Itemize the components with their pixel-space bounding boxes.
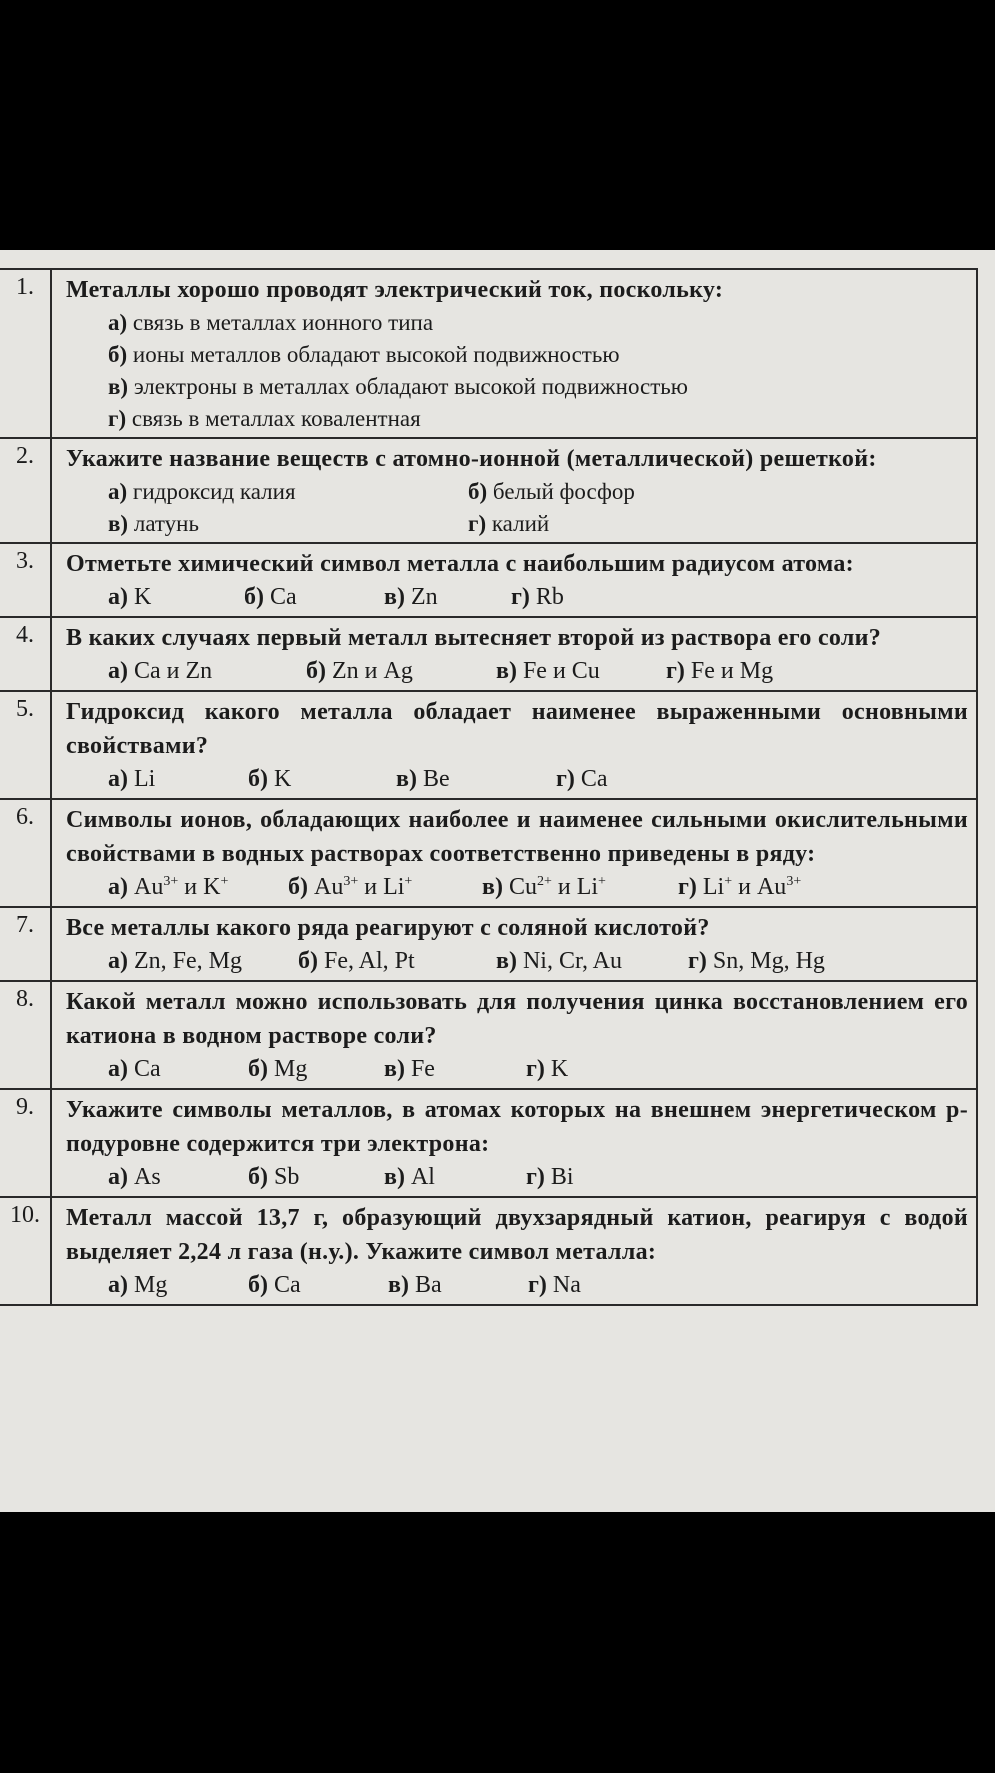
question-body	[54, 692, 978, 798]
question-row-1	[0, 268, 978, 439]
answer-option[interactable]: б) K	[248, 766, 292, 792]
answer-option[interactable]: в) Fe	[384, 1056, 435, 1082]
answer-option[interactable]: б) белый фосфор	[468, 479, 635, 504]
answer-option[interactable]: г) связь в металлах ковалентная	[108, 406, 421, 431]
question-number: 6.	[0, 800, 52, 906]
answer-option[interactable]: б) Ca	[248, 1272, 301, 1298]
question-row-5	[0, 692, 978, 800]
answer-option[interactable]: а) Ca и Zn	[108, 658, 213, 684]
question-text: В каких случаях первый металл вытесняет второй из раствора его соли?	[66, 625, 882, 651]
question-row-10	[0, 1198, 978, 1306]
answer-option[interactable]: в) Ba	[388, 1272, 442, 1298]
question-number: 2.	[0, 439, 52, 542]
answer-option[interactable]: в) Al	[384, 1164, 435, 1190]
answer-option[interactable]: в) $Cu^{2+}$ и Li+	[482, 874, 606, 900]
question-number: 1.	[0, 270, 52, 437]
answer-option[interactable]: а) гидроксид калия	[108, 479, 296, 504]
question-body	[54, 544, 978, 616]
answer-option[interactable]: б) Fe, Al, Pt	[298, 948, 415, 974]
question-row-3	[0, 544, 978, 618]
answer-option[interactable]: в) Zn	[384, 584, 438, 610]
question-text: Укажите символы металлов, в атомах которых на внешнем энергетическом р-подуровне содержится три электрона:	[66, 1097, 968, 1157]
answer-options	[66, 581, 968, 614]
answer-option[interactable]: г) Rb	[511, 584, 564, 610]
answer-options	[66, 655, 968, 688]
question-text: Гидроксид какого металла обладает наименее выраженными основными свойствами?	[66, 699, 968, 759]
question-text: Все металлы какого ряда реагируют с соляной кислотой?	[66, 915, 710, 941]
answer-option[interactable]: б) Sb	[248, 1164, 300, 1190]
answer-options	[66, 763, 968, 796]
answer-option[interactable]: г) Na	[528, 1272, 581, 1298]
question-body	[54, 270, 978, 437]
answer-option[interactable]: а) Li	[108, 766, 156, 792]
question-number: 4.	[0, 618, 52, 690]
question-row-4	[0, 618, 978, 692]
question-number: 5.	[0, 692, 52, 798]
answer-option[interactable]: г) Bi	[526, 1164, 574, 1190]
answer-options	[66, 476, 968, 540]
answer-option[interactable]: б) ионы металлов обладают высокой подвижностью	[108, 342, 620, 367]
answer-option[interactable]: в) Fe и Cu	[496, 658, 600, 684]
answer-option[interactable]: б) Ca	[244, 584, 297, 610]
answer-options	[66, 1161, 968, 1194]
answer-option[interactable]: а) связь в металлах ионного типа	[108, 310, 434, 335]
question-row-9	[0, 1090, 978, 1198]
answer-option[interactable]: в) Be	[396, 766, 450, 792]
question-row-7	[0, 908, 978, 982]
question-body	[54, 1198, 978, 1304]
answer-options	[66, 945, 968, 978]
answer-option[interactable]: а) $Au^{3+}$ и K+	[108, 874, 229, 900]
answer-options	[66, 1053, 968, 1086]
answer-option[interactable]: в) Ni, Cr, Au	[496, 948, 622, 974]
question-text: Какой металл можно использовать для получения цинка восстановлением его катиона в водном растворе соли?	[66, 989, 968, 1049]
answer-option[interactable]: а) Mg	[108, 1272, 168, 1298]
question-body	[54, 908, 978, 980]
answer-option[interactable]: г) калий	[468, 511, 550, 536]
worksheet-page	[0, 250, 995, 1512]
answer-option[interactable]: г) Fe и Mg	[666, 658, 774, 684]
question-row-6	[0, 800, 978, 908]
question-number: 3.	[0, 544, 52, 616]
answer-option[interactable]: г) Ca	[556, 766, 608, 792]
answer-option[interactable]: б) $Au^{3+}$ и Li+	[288, 874, 413, 900]
answer-option[interactable]: а) Zn, Fe, Mg	[108, 948, 242, 974]
answer-option[interactable]: а) Ca	[108, 1056, 161, 1082]
question-body	[54, 982, 978, 1088]
answer-options	[66, 1269, 968, 1302]
answer-option[interactable]: г) K	[526, 1056, 569, 1082]
question-text: Отметьте химический символ металла с наибольшим радиусом атома:	[66, 551, 854, 577]
answer-option[interactable]: г) Sn, Mg, Hg	[688, 948, 825, 974]
question-body	[54, 1090, 978, 1196]
question-row-8	[0, 982, 978, 1090]
question-text: Металлы хорошо проводят электрический ток, поскольку:	[66, 277, 724, 303]
answer-option[interactable]: г) Li+ и $Au^{3+}$	[678, 874, 802, 900]
question-body	[54, 439, 978, 542]
question-row-2	[0, 439, 978, 544]
answer-option[interactable]: б) Zn и Ag	[306, 658, 413, 684]
question-number: 10.	[0, 1198, 52, 1304]
answer-option[interactable]: в) латунь	[108, 511, 199, 536]
question-text: Укажите название веществ с атомно-ионной (металлической) решеткой:	[66, 446, 877, 472]
answer-option[interactable]: в) электроны в металлах обладают высокой подвижностью	[108, 374, 688, 399]
question-number: 7.	[0, 908, 52, 980]
question-text: Символы ионов, обладающих наиболее и наименее сильными окислительными свойствами в водных растворах соответственно приведены в ряду:	[66, 807, 968, 867]
answer-options	[66, 871, 968, 904]
question-body	[54, 618, 978, 690]
question-number: 8.	[0, 982, 52, 1088]
answer-option[interactable]: а) As	[108, 1164, 161, 1190]
answer-options	[66, 307, 968, 435]
question-text: Металл массой 13,7 г, образующий двухзарядный катион, реагируя с водой выделяет 2,24 л газа (н.у.). Укажите символ металла:	[66, 1205, 968, 1265]
answer-option[interactable]: б) Mg	[248, 1056, 308, 1082]
question-body	[54, 800, 978, 906]
quiz-table	[0, 268, 978, 1306]
question-number: 9.	[0, 1090, 52, 1196]
answer-option[interactable]: а) K	[108, 584, 152, 610]
